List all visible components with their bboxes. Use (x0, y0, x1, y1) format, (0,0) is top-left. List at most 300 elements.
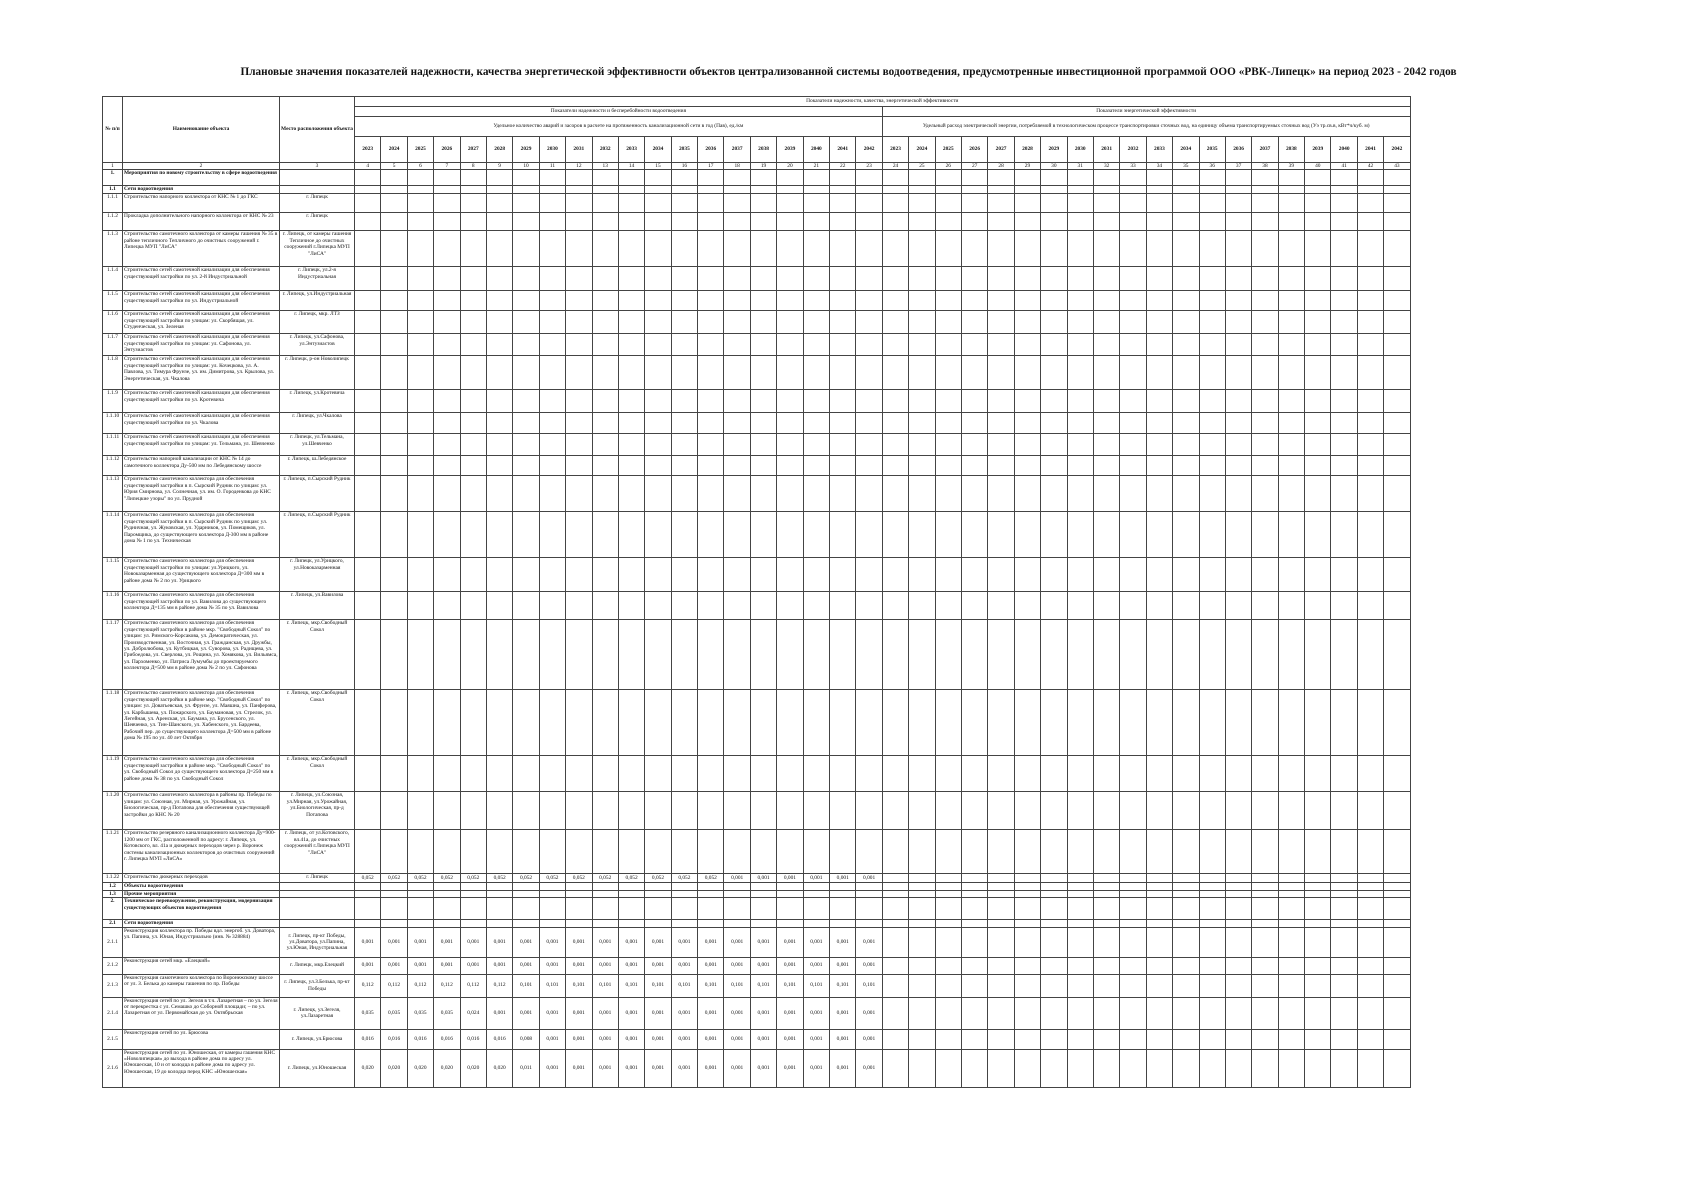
value-cell (882, 927, 908, 957)
value-cell (935, 267, 961, 291)
value-cell (460, 456, 486, 476)
value-cell (750, 558, 776, 592)
value-cell: 0,001 (724, 874, 750, 883)
value-cell (434, 456, 460, 476)
value-cell (645, 830, 671, 874)
value-cell (1120, 898, 1146, 920)
value-cell (882, 690, 908, 756)
value-cell (935, 898, 961, 920)
value-cell (592, 920, 618, 927)
value-cell (961, 890, 987, 897)
value-cell (592, 792, 618, 830)
column-number: 2 (123, 163, 280, 170)
year-header: 2038 (750, 137, 776, 163)
value-cell (856, 356, 882, 390)
value-cell (1067, 792, 1093, 830)
table-row (103, 690, 1411, 756)
value-cell: 0,020 (355, 1049, 381, 1087)
value-cell (1041, 792, 1067, 830)
value-cell (407, 890, 433, 897)
value-cell: 0,001 (592, 997, 618, 1029)
year-header: 2035 (671, 137, 697, 163)
value-cell (830, 267, 856, 291)
value-cell (460, 231, 486, 267)
value-cell: 0,001 (698, 997, 724, 1029)
value-cell (1173, 267, 1199, 291)
value-cell (1199, 291, 1225, 311)
value-cell (1384, 512, 1410, 558)
value-cell (803, 434, 829, 456)
value-cell (1384, 231, 1410, 267)
value-cell (460, 830, 486, 874)
object-location: г. Липецк, мкр.Свободный Сокол (280, 756, 355, 792)
value-cell (1093, 1029, 1119, 1049)
value-cell: 0,001 (486, 957, 512, 974)
value-cell (486, 390, 512, 413)
value-cell (407, 756, 433, 792)
value-cell (1225, 890, 1251, 897)
value-cell (935, 997, 961, 1029)
value-cell (539, 334, 565, 356)
value-cell (1384, 690, 1410, 756)
value-cell (1252, 898, 1278, 920)
value-cell: 0,052 (618, 874, 644, 883)
year-header: 2026 (961, 137, 987, 163)
value-cell (1252, 883, 1278, 890)
value-cell: 0,001 (856, 1049, 882, 1087)
value-cell: 0,052 (698, 874, 724, 883)
value-cell (750, 231, 776, 267)
value-cell: 0,112 (434, 974, 460, 997)
year-header: 2023 (355, 137, 381, 163)
value-cell: 0,001 (566, 1049, 592, 1087)
value-cell: 0,001 (486, 997, 512, 1029)
value-cell (724, 558, 750, 592)
value-cell (1041, 620, 1067, 690)
value-cell (434, 830, 460, 874)
value-cell: 0,016 (355, 1029, 381, 1049)
value-cell (909, 883, 935, 890)
value-cell (486, 213, 512, 231)
value-cell (1041, 434, 1067, 456)
value-cell (1120, 291, 1146, 311)
value-cell (1305, 592, 1331, 620)
row-number: 1.1.11 (103, 434, 123, 456)
value-cell (1331, 920, 1357, 927)
value-cell (539, 413, 565, 434)
value-cell (513, 356, 539, 390)
value-cell: 0,001 (724, 1049, 750, 1087)
value-cell (407, 792, 433, 830)
row-number: 1.1.17 (103, 620, 123, 690)
value-cell (1014, 997, 1040, 1029)
value-cell: 0,001 (592, 1029, 618, 1049)
value-cell (724, 267, 750, 291)
value-cell (1014, 334, 1040, 356)
value-cell (1041, 476, 1067, 512)
value-cell (830, 920, 856, 927)
value-cell (1357, 883, 1383, 890)
value-cell (355, 512, 381, 558)
value-cell (1173, 186, 1199, 194)
value-cell (355, 267, 381, 291)
table-row (103, 756, 1411, 792)
value-cell (645, 291, 671, 311)
value-cell (671, 186, 697, 194)
value-cell (1173, 1029, 1199, 1049)
value-cell (803, 213, 829, 231)
value-cell (1199, 920, 1225, 927)
value-cell (882, 291, 908, 311)
value-cell (618, 291, 644, 311)
value-cell (882, 920, 908, 927)
value-cell (1384, 291, 1410, 311)
value-cell (1120, 434, 1146, 456)
value-cell (355, 883, 381, 890)
value-cell (777, 434, 803, 456)
value-cell: 0,001 (671, 957, 697, 974)
value-cell (803, 170, 829, 186)
value-cell (750, 476, 776, 512)
value-cell (882, 476, 908, 512)
value-cell (988, 883, 1014, 890)
object-location: г. Липецк, ул.Вавилова (280, 592, 355, 620)
value-cell (592, 690, 618, 756)
value-cell (434, 620, 460, 690)
value-cell (434, 883, 460, 890)
value-cell (1225, 690, 1251, 756)
value-cell (671, 512, 697, 558)
value-cell (856, 558, 882, 592)
object-location: г. Липецк (280, 194, 355, 213)
value-cell (355, 334, 381, 356)
value-cell (1173, 927, 1199, 957)
value-cell (407, 267, 433, 291)
value-cell (381, 267, 407, 291)
value-cell (1278, 558, 1304, 592)
value-cell: 0,001 (777, 1029, 803, 1049)
value-cell (407, 434, 433, 456)
value-cell (1225, 830, 1251, 874)
value-cell (803, 476, 829, 512)
value-cell (803, 830, 829, 874)
value-cell (434, 792, 460, 830)
value-cell (381, 756, 407, 792)
value-cell (1305, 291, 1331, 311)
value-cell (618, 231, 644, 267)
value-cell (961, 690, 987, 756)
value-cell (592, 756, 618, 792)
value-cell: 0,001 (698, 927, 724, 957)
object-name: Строительство напорного коллектора от КНС № 1 до ГКС (123, 194, 280, 213)
object-name: Реконструкция коллектора пр. Победы вдл. энергоб. ул. Доватора, ул. Папина, ул. Юная, Индустриально (инв. № 328884) (123, 927, 280, 957)
value-cell (1252, 413, 1278, 434)
value-cell (1357, 756, 1383, 792)
value-cell (1305, 390, 1331, 413)
value-cell (1093, 213, 1119, 231)
value-cell (1067, 830, 1093, 874)
value-cell (961, 558, 987, 592)
value-cell: 0,052 (513, 874, 539, 883)
value-cell (698, 476, 724, 512)
value-cell (1305, 334, 1331, 356)
value-cell: 0,011 (513, 1049, 539, 1087)
value-cell (1014, 890, 1040, 897)
value-cell (355, 756, 381, 792)
value-cell (1278, 690, 1304, 756)
value-cell (671, 890, 697, 897)
value-cell (1331, 476, 1357, 512)
value-cell (592, 186, 618, 194)
value-cell (1357, 620, 1383, 690)
value-cell (830, 194, 856, 213)
object-location (280, 186, 355, 194)
table-row (103, 898, 1411, 920)
value-cell (1173, 194, 1199, 213)
value-cell (460, 690, 486, 756)
value-cell (486, 512, 512, 558)
value-cell (1199, 194, 1225, 213)
value-cell (803, 890, 829, 897)
value-cell: 0,016 (407, 1029, 433, 1049)
value-cell (460, 512, 486, 558)
value-cell (1067, 186, 1093, 194)
value-cell (724, 456, 750, 476)
value-cell (1173, 390, 1199, 413)
value-cell (935, 620, 961, 690)
value-cell (988, 957, 1014, 974)
column-number: 16 (671, 163, 697, 170)
value-cell (645, 186, 671, 194)
value-cell (1278, 756, 1304, 792)
value-cell (1093, 512, 1119, 558)
value-cell (566, 456, 592, 476)
value-cell (381, 194, 407, 213)
value-cell (618, 883, 644, 890)
column-number: 30 (1041, 163, 1067, 170)
value-cell (1146, 186, 1172, 194)
value-cell (1173, 997, 1199, 1029)
value-cell (460, 476, 486, 512)
value-cell (645, 476, 671, 512)
value-cell (513, 194, 539, 213)
year-header: 2034 (645, 137, 671, 163)
value-cell (1331, 927, 1357, 957)
value-cell (1120, 690, 1146, 756)
value-cell (1093, 620, 1119, 690)
value-cell (830, 592, 856, 620)
value-cell (1225, 390, 1251, 413)
value-cell (698, 390, 724, 413)
value-cell (1278, 231, 1304, 267)
value-cell (935, 792, 961, 830)
value-cell (1041, 558, 1067, 592)
table-row (103, 356, 1411, 390)
value-cell (1278, 170, 1304, 186)
value-cell (1067, 874, 1093, 883)
value-cell (1331, 456, 1357, 476)
value-cell (1146, 413, 1172, 434)
value-cell (856, 213, 882, 231)
value-cell (1199, 231, 1225, 267)
year-header: 2036 (1225, 137, 1251, 163)
value-cell (988, 334, 1014, 356)
value-cell: 0,001 (407, 927, 433, 957)
value-cell: 0,052 (671, 874, 697, 883)
value-cell (1041, 186, 1067, 194)
value-cell (566, 390, 592, 413)
value-cell (539, 356, 565, 390)
value-cell (1199, 620, 1225, 690)
value-cell (1384, 213, 1410, 231)
value-cell (381, 620, 407, 690)
value-cell: 0,001 (460, 927, 486, 957)
value-cell (909, 558, 935, 592)
value-cell: 0,001 (750, 997, 776, 1029)
value-cell (618, 920, 644, 927)
year-header: 2040 (1331, 137, 1357, 163)
value-cell (935, 512, 961, 558)
object-location: г. Липецк (280, 213, 355, 231)
year-header: 2027 (460, 137, 486, 163)
value-cell (1067, 434, 1093, 456)
value-cell (1278, 957, 1304, 974)
value-cell (1225, 874, 1251, 883)
value-cell (724, 792, 750, 830)
value-cell (381, 883, 407, 890)
value-cell (486, 311, 512, 334)
year-header: 2040 (803, 137, 829, 163)
value-cell (460, 558, 486, 592)
value-cell (1331, 756, 1357, 792)
value-cell (856, 291, 882, 311)
value-cell (671, 476, 697, 512)
value-cell (1252, 512, 1278, 558)
value-cell (830, 170, 856, 186)
value-cell (830, 186, 856, 194)
value-cell (1278, 920, 1304, 927)
value-cell: 0,016 (381, 1029, 407, 1049)
value-cell (381, 434, 407, 456)
value-cell (1357, 890, 1383, 897)
value-cell (1305, 186, 1331, 194)
value-cell (1331, 434, 1357, 456)
value-cell (1146, 213, 1172, 231)
value-cell (1252, 267, 1278, 291)
value-cell (1331, 512, 1357, 558)
value-cell (1225, 231, 1251, 267)
value-cell (1199, 413, 1225, 434)
value-cell (1041, 356, 1067, 390)
value-cell: 0,001 (671, 927, 697, 957)
value-cell (1357, 1049, 1383, 1087)
value-cell: 0,001 (618, 1049, 644, 1087)
value-cell: 0,101 (750, 974, 776, 997)
value-cell (1146, 334, 1172, 356)
year-header: 2029 (1041, 137, 1067, 163)
value-cell (1041, 874, 1067, 883)
value-cell (1252, 1029, 1278, 1049)
value-cell (381, 792, 407, 830)
value-cell (381, 558, 407, 592)
value-cell (1199, 558, 1225, 592)
value-cell (1331, 311, 1357, 334)
value-cell (777, 231, 803, 267)
value-cell (1331, 413, 1357, 434)
value-cell: 0,001 (750, 927, 776, 957)
table-row (103, 170, 1411, 186)
value-cell (592, 291, 618, 311)
value-cell (1357, 186, 1383, 194)
value-cell (935, 413, 961, 434)
value-cell (1146, 830, 1172, 874)
value-cell (1305, 957, 1331, 974)
value-cell (856, 334, 882, 356)
column-number: 29 (1014, 163, 1040, 170)
value-cell (698, 558, 724, 592)
row-number: 1.1.6 (103, 311, 123, 334)
value-cell (724, 592, 750, 620)
value-cell (381, 356, 407, 390)
value-cell: 0,001 (381, 957, 407, 974)
value-cell (909, 194, 935, 213)
value-cell (645, 194, 671, 213)
value-cell (1278, 267, 1304, 291)
value-cell (830, 413, 856, 434)
value-cell (355, 620, 381, 690)
value-cell (1067, 231, 1093, 267)
value-cell (935, 390, 961, 413)
value-cell (460, 592, 486, 620)
value-cell (1331, 874, 1357, 883)
value-cell (1146, 974, 1172, 997)
value-cell (434, 434, 460, 456)
value-cell: 0,001 (803, 874, 829, 883)
value-cell (830, 356, 856, 390)
value-cell (961, 592, 987, 620)
value-cell: 0,001 (777, 927, 803, 957)
value-cell (750, 592, 776, 620)
value-cell (1357, 231, 1383, 267)
value-cell: 0,001 (513, 957, 539, 974)
value-cell (1357, 997, 1383, 1029)
value-cell (1120, 356, 1146, 390)
value-cell (1252, 792, 1278, 830)
value-cell (1278, 334, 1304, 356)
value-cell: 0,020 (486, 1049, 512, 1087)
value-cell (513, 291, 539, 311)
value-cell: 0,020 (460, 1049, 486, 1087)
year-header: 2028 (486, 137, 512, 163)
object-name: Строительство сетей самотечной канализации для обеспечения существующей застройки по ул. Кротевича (123, 390, 280, 413)
value-cell (1225, 311, 1251, 334)
value-cell (1067, 311, 1093, 334)
value-cell (882, 311, 908, 334)
value-cell (1120, 267, 1146, 291)
value-cell (566, 413, 592, 434)
value-cell (645, 592, 671, 620)
value-cell (1093, 267, 1119, 291)
row-number: 1.1.8 (103, 356, 123, 390)
value-cell (724, 356, 750, 390)
value-cell (1120, 413, 1146, 434)
value-cell (1041, 1049, 1067, 1087)
value-cell (724, 476, 750, 512)
value-cell (988, 997, 1014, 1029)
value-cell (1146, 434, 1172, 456)
value-cell (988, 690, 1014, 756)
value-cell (698, 890, 724, 897)
